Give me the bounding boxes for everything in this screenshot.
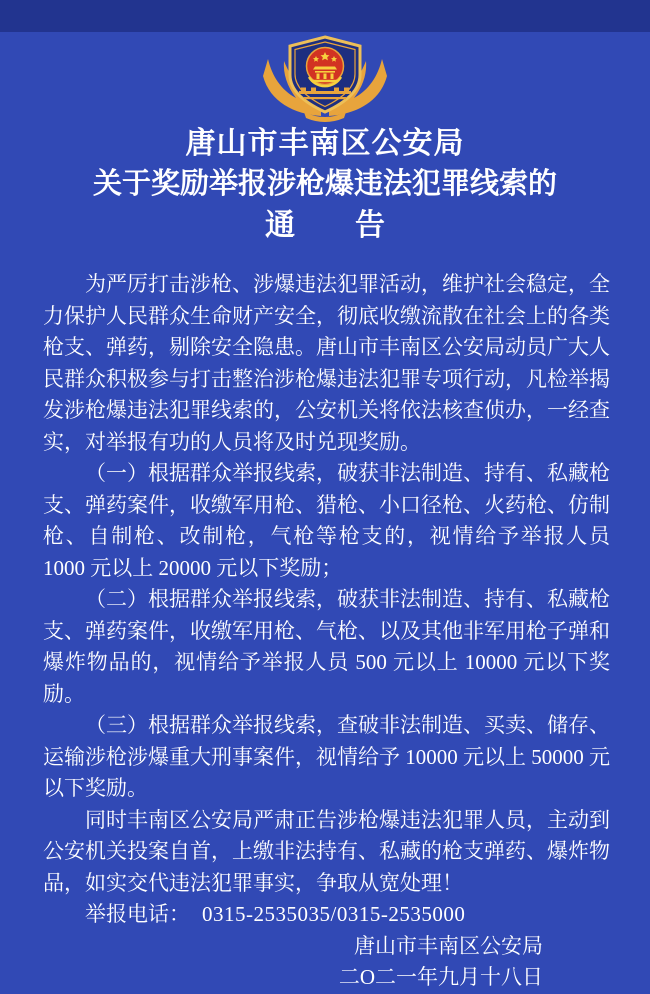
surrender-warning-paragraph: 同时丰南区公安局严肃正告涉枪爆违法犯罪人员，主动到公安机关投案自首，上缴非法持有、私藏的枪支弹药、爆炸物品，如实交代违法犯罪事实，争取从宽处理！ <box>43 807 610 895</box>
notice-body <box>43 269 610 931</box>
signature-date: 二O二一年九月十八日 <box>338 965 543 989</box>
signature-agency: 唐山市丰南区公安局 <box>354 933 543 958</box>
hotline-numbers: 0315-2535035/0315-2535000 <box>202 902 466 926</box>
reward-clause-3: （三）根据群众举报线索，查破非法制造、买卖、储存、运输涉枪涉爆重大刑事案件，视情给予 10000 元以上 50000 元以下奖励。 <box>43 713 610 800</box>
doc-type-title: 通 告 <box>265 209 385 242</box>
police-badge-icon <box>254 32 396 120</box>
hotline-line <box>43 899 610 931</box>
reward-clause-1: （一）根据群众举报线索，破获非法制造、持有、私藏枪支、弹药案件，收缴军用枪、猎枪、小口径枪、火药枪、仿制枪、自制枪、改制枪，气枪等枪支的，视情给予举报人员 1000 元以上 20000 元以下奖励； <box>43 461 610 580</box>
reward-clause-2: （二）根据群众举报线索，破获非法制造、持有、私藏枪支、弹药案件，收缴军用枪、气枪、以及其他非军用枪子弹和爆炸物品的，视情给予举报人员 500 元以上 10000 元以下奖励。 <box>43 587 610 706</box>
intro-paragraph: 为严厉打击涉枪、涉爆违法犯罪活动，维护社会稳定，全力保护人民群众生命财产安全，彻底收缴流散在社会上的各类枪支、弹药，剔除安全隐患。唐山市丰南区公安局动员广大人民群众积极参与打击整治涉枪爆违法犯罪专项行动，凡检举揭发涉枪爆违法犯罪线索的，公安机关将依法核查侦办，一经查实，对举报有功的人员将及时兑现奖励。 <box>43 272 610 454</box>
notice-subject-title: 关于奖励举报涉枪爆违法犯罪线索的 <box>92 168 557 200</box>
agency-title: 唐山市丰南区公安局 <box>185 127 465 160</box>
hotline-label: 举报电话： <box>85 902 190 926</box>
notice-page <box>0 32 650 994</box>
signature-block <box>0 931 650 994</box>
